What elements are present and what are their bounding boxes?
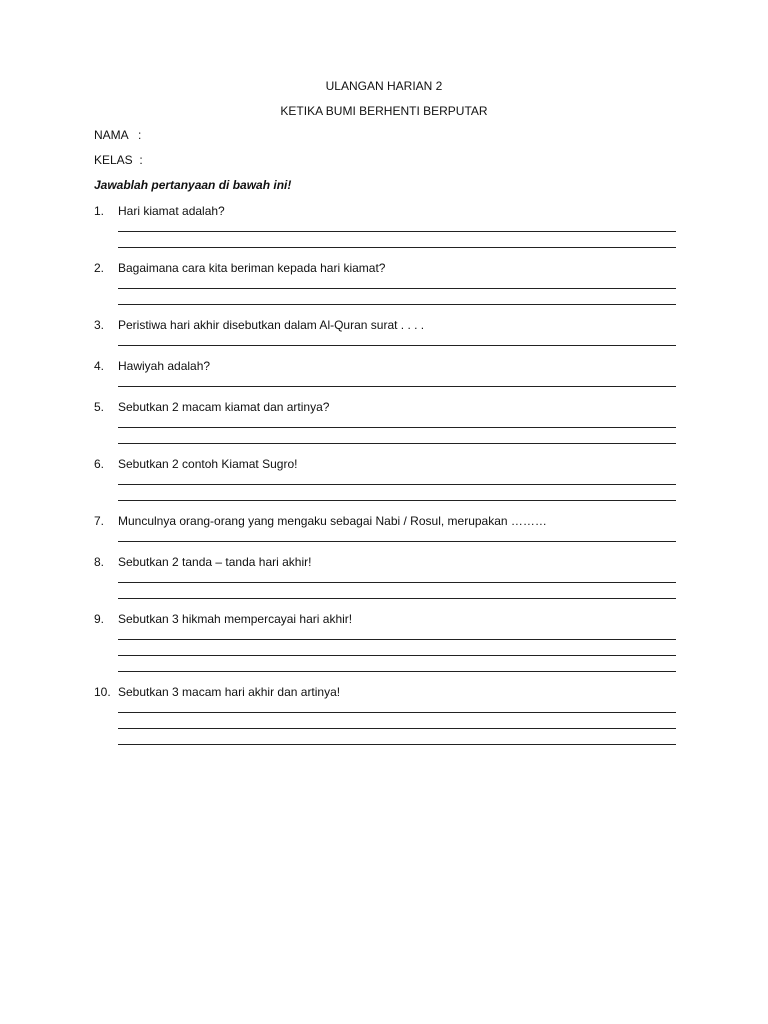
document-subtitle: KETIKA BUMI BERHENTI BERPUTAR (280, 104, 488, 118)
question-number: 3. (94, 318, 105, 332)
question-text: Hari kiamat adalah? (118, 204, 225, 218)
document-title: ULANGAN HARIAN 2 (325, 79, 443, 93)
question-number: 4. (94, 359, 105, 373)
question-number: 5. (94, 400, 105, 414)
answer-area (118, 216, 676, 248)
name-label: NAMA : (94, 128, 142, 142)
answer-line[interactable] (118, 729, 676, 745)
answer-area (118, 567, 676, 599)
question-number: 2. (94, 261, 105, 275)
question-list (94, 203, 676, 757)
answer-line[interactable] (118, 640, 676, 656)
question-item (94, 513, 676, 542)
question-text: Sebutkan 3 macam hari akhir dan artinya! (118, 685, 341, 699)
instruction: Jawablah pertanyaan di bawah ini! (94, 178, 292, 192)
question-text: Sebutkan 3 hikmah mempercayai hari akhir! (118, 612, 353, 626)
answer-line[interactable] (118, 289, 676, 305)
question-text: Bagaimana cara kita beriman kepada hari kiamat? (118, 261, 386, 275)
question-number: 1. (94, 204, 105, 218)
answer-line[interactable] (118, 713, 676, 729)
answer-area (118, 273, 676, 305)
question-text: Peristiwa hari akhir disebutkan dalam Al-Quran surat . . . . (118, 318, 425, 332)
question-number: 8. (94, 555, 105, 569)
question-number: 6. (94, 457, 105, 471)
question-item (94, 317, 676, 346)
answer-line[interactable] (118, 232, 676, 248)
question-number: 9. (94, 612, 105, 626)
question-item (94, 260, 676, 305)
question-text: Sebutkan 2 contoh Kiamat Sugro! (118, 457, 298, 471)
question-item (94, 456, 676, 501)
question-item (94, 684, 676, 745)
question-text: Hawiyah adalah? (118, 359, 211, 373)
question-item (94, 203, 676, 248)
question-text: Munculnya orang-orang yang mengaku sebagai Nabi / Rosul, merupakan ……… (118, 514, 547, 528)
answer-line[interactable] (118, 428, 676, 444)
question-item (94, 358, 676, 387)
answer-line[interactable] (118, 485, 676, 501)
answer-area (118, 624, 676, 672)
answer-area (118, 412, 676, 444)
answer-line[interactable] (118, 656, 676, 672)
question-text: Sebutkan 2 tanda – tanda hari akhir! (118, 555, 312, 569)
question-number: 10. (94, 685, 111, 699)
answer-area (118, 697, 676, 745)
class-label: KELAS : (94, 153, 143, 167)
question-item (94, 399, 676, 444)
answer-line[interactable] (118, 583, 676, 599)
question-text: Sebutkan 2 macam kiamat dan artinya? (118, 400, 330, 414)
question-number: 7. (94, 514, 105, 528)
answer-area (118, 469, 676, 501)
question-item (94, 554, 676, 599)
question-item (94, 611, 676, 672)
